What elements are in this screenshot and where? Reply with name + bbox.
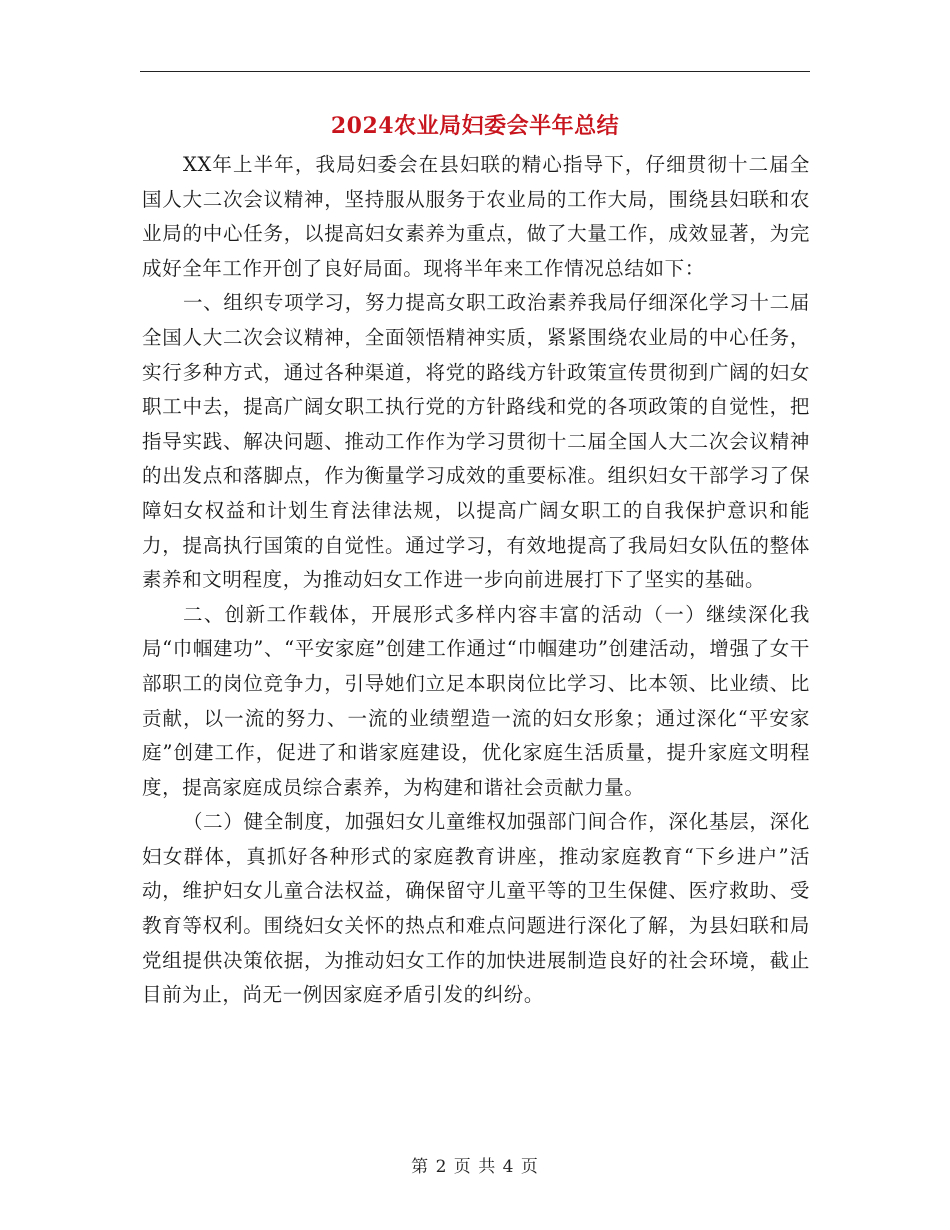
header-rule — [140, 71, 810, 72]
paragraph-section-1: 一、组织专项学习，努力提高女职工政治素养我局仔细深化学习十二届全国人大二次会议精神，全面领悟精神实质，紧紧围绕农业局的中心任务，实行多种方式，通过各种渠道，将党的路线方针政策宣传贯彻到广阔的妇女职工中去，提高广阔女职工执行党的方针路线和党的各项政策的自觉性，把指导实践、解决问题、推动工作作为学习贯彻十二届全国人大二次会议精神的出发点和落脚点，作为衡量学习成效的重要标准。组织妇女干部学习了保障妇女权益和计划生育法律法规，以提高广阔女职工的自我保护意识和能力，提高执行国策的自觉性。通过学习，有效地提高了我局妇女队伍的整体素养和文明程度，为推动妇女工作进一步向前进展打下了坚实的基础。 — [142, 291, 810, 592]
paragraph-section-2-sub-2: （二）健全制度，加强妇女儿童维权加强部门间合作，深化基层，深化妇女群体，真抓好各种形式的家庭教育讲座，推动家庭教育“下乡进户”活动，维护妇女儿童合法权益，确保留守儿童平等的卫生保健、医疗救助、受教育等权利。围绕妇女关怀的热点和难点问题进行深化了解，为县妇联和局党组提供决策依据，为推动妇女工作的加快进展制造良好的社会环境，截止目前为止，尚无一例因家庭矛盾引发的纠纷。 — [142, 810, 810, 1007]
paragraph-intro: XX年上半年，我局妇委会在县妇联的精心指导下，仔细贯彻十二届全国人大二次会议精神，坚持服从服务于农业局的工作大局，围绕县妇联和农业局的中心任务，以提高妇女素养为重点，做了大量工作，成效显著，为完成好全年工作开创了良好局面。现将半年来工作情况总结如下： — [142, 153, 810, 280]
document-body — [142, 148, 810, 1013]
document-title: 2024农业局妇委会半年总结 — [330, 113, 620, 139]
paragraph-section-2: 二、创新工作载体，开展形式多样内容丰富的活动（一）继续深化我局“巾帼建功”、“平安家庭”创建工作通过“巾帼建功”创建活动，增强了女干部职工的岗位竞争力，引导她们立足本职岗位比学习、比本领、比业绩、比贡献，以一流的努力、一流的业绩塑造一流的妇女形象；通过深化“平安家庭”创建工作，促进了和谐家庭建设，优化家庭生活质量，提升家庭文明程度，提高家庭成员综合素养，为构建和谐社会贡献力量。 — [142, 602, 810, 799]
page-number-footer: 第 2 页 共 4 页 — [411, 1157, 539, 1177]
